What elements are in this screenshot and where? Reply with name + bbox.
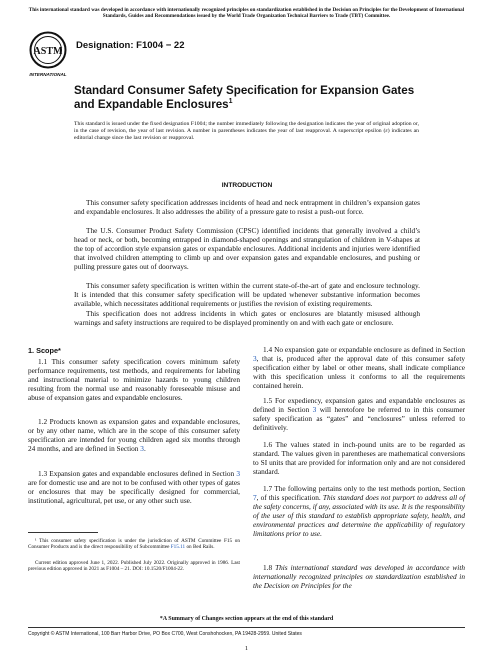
section-1-5-end: will heretofore be referred to in this consumer safety specification as “gates” and “enclosures” unless referred to definitively. bbox=[253, 404, 466, 432]
scope-heading: 1. Scope* bbox=[28, 346, 61, 355]
section-3-link[interactable]: 3 bbox=[140, 443, 144, 453]
logo-wordmark: ASTM bbox=[33, 46, 63, 57]
section-1-4 bbox=[253, 346, 465, 391]
title-text: Standard Consumer Safety Specification for Expansion Gates and Expandable Enclosures bbox=[74, 84, 415, 111]
intro-paragraph-4: This specification does not address incidents in which gates or enclosures are blatantly misused although warnings and safety instructions are required to be displayed prominently on and with each gate or enclosure. bbox=[74, 309, 420, 327]
footnote-1 bbox=[28, 538, 240, 551]
section-3-link[interactable]: 3 bbox=[236, 469, 241, 478]
logo-subtext: INTERNATIONAL bbox=[29, 72, 67, 77]
title-footnote-mark: 1 bbox=[228, 98, 233, 106]
document-title bbox=[74, 84, 419, 112]
footnote-1-text: ¹ This consumer safety specification is under the jurisdiction of ASTM Committee F15 on Consumer Products and is the direct responsibility of Subcommittee bbox=[28, 538, 240, 551]
section-1-2-end: . bbox=[143, 443, 146, 453]
section-1-8-number: 1.8 bbox=[263, 563, 273, 572]
summary-of-changes-note: *A Summary of Changes section appears at the end of this standard bbox=[159, 616, 334, 622]
section-1-5-text: 1.5 For expediency, expansion gates and expandable enclosures as defined in Section bbox=[253, 396, 465, 414]
section-1-1: 1.1 This consumer safety specification covers minimum safety performance requirements, test methods, and requirements for labeling and instructional material to minimize hazards to young children resulting from the normal use and reasonably foreseeable misuse and abuse of expansion gates and expandable enclosures. bbox=[28, 357, 240, 402]
section-1-7-text: 1.7 The following pertains only to the test methods portion, Section bbox=[263, 484, 465, 493]
intro-paragraph-1: This consumer safety specification addresses incidents of head and neck entrapment in children’s expansion gates and expandable enclosures. It also addresses the ability of a pressure gate to resist a push-out force. bbox=[74, 198, 420, 216]
section-1-3-end: are for domestic use and are not to be confused with other types of gates or enclosures that may be specifically designed for commercial, institutional, agricultural, pet use, or any other such use. bbox=[28, 477, 240, 505]
section-1-5 bbox=[253, 397, 465, 433]
section-1-7-disclaimer: This standard does not purport to address all of the safety concerns, if any, associated with its use. It is the responsibility of the user of this standard to establish appropriate safety, health, and environmental practices and determine the applicability of regulatory limitations prior to use. bbox=[253, 492, 465, 538]
astm-logo bbox=[28, 30, 68, 86]
footnote-1-end: on Bed Rails. bbox=[186, 544, 215, 551]
page-number: 1 bbox=[244, 645, 249, 652]
section-1-4-text: 1.4 No expansion gate or expandable enclosure as defined in Section bbox=[263, 345, 465, 354]
section-3-link[interactable]: 3 bbox=[253, 353, 257, 363]
section-1-6: 1.6 The values stated in inch-pound units are to be regarded as standard. The values given in parentheses are mathematical conversions to SI units that are provided for information only and are not considered standard. bbox=[253, 440, 465, 476]
designation: Designation: F1004 − 22 bbox=[76, 40, 185, 51]
introduction-heading: INTRODUCTION bbox=[221, 182, 273, 189]
section-1-8-text: This international standard was developed in accordance with internationally recognized principles on standardization established in the Decision on Principles for the bbox=[253, 563, 465, 590]
section-1-3-text: 1.3 Expansion gates and expandable enclosures defined in Section bbox=[38, 469, 235, 478]
footnote-divider bbox=[28, 532, 98, 533]
subcommittee-link[interactable]: F15.11 bbox=[170, 544, 186, 551]
standard-issuance-note: This standard is issued under the fixed designation F1004; the number immediately following the designation indicates the year of original adoption or, in the case of revision, the year of last revision. A number in parentheses indicates the year of last reapproval. A superscript epsilon (ε) indicates an editorial change since the last revision or reapproval. bbox=[74, 121, 419, 141]
copyright-line: Copyright © ASTM International, 100 Barr Harbor Drive, PO Box C700, West Conshohocken, PA 19428-2959. United States bbox=[28, 631, 302, 637]
section-7-link[interactable]: 7 bbox=[253, 492, 257, 502]
wto-notice: This international standard was developed in accordance with internationally recognized principles on standardization established in the Decision on Principles for the Development of International Standards, Guides and Recommendations issued by the World Trade Organization Technical Barriers to Trade (TBT) Committee. bbox=[28, 7, 465, 20]
intro-paragraph-2: The U.S. Consumer Product Safety Commission (CPSC) identified incidents that generally involved a child’s head or neck, or both, becoming entrapped in diamond-shaped openings and strangulation of children in V-shapes at the top of accordion style expansion gates or expandable enclosures. Additional incidents and injuries were identified that involved children attempting to climb up and over expansion gates and expandable enclosures, and pushing or pulling pressure gates out of doorways. bbox=[74, 226, 420, 271]
section-1-3 bbox=[28, 470, 240, 506]
footer-divider bbox=[28, 627, 465, 628]
intro-paragraph-3: This consumer safety specification is written within the current state-of-the-art of gate and enclosure technology. It is intended that this consumer safety specification will be updated whenever substantive information becomes available, which necessitates additional requirements or justifies the revision of existing requirements. bbox=[74, 281, 420, 308]
section-1-4-end: , that is, produced after the approval date of this consumer safety specification either by label or other means, shall indicate compliance with this specification unless it conforms to all the requirements contained herein. bbox=[253, 353, 465, 390]
section-1-8 bbox=[253, 564, 465, 591]
footnote-2: Current edition approved June 1, 2022. Published July 2022. Originally approved in 1986. Last previous edition approved in 2021 as F1004 – 21. DOI: 10.1520/F1004-22. bbox=[28, 560, 240, 573]
section-1-7-mid: , of this specification. bbox=[256, 492, 321, 502]
section-1-2-text: 1.2 Products known as expansion gates and expandable enclosures, or by any other name, which are in the scope of this consumer safety specification are intended for young children aged six months through 24 months, and are defined in Section bbox=[28, 417, 240, 453]
section-3-link[interactable]: 3 bbox=[312, 404, 317, 414]
section-1-2 bbox=[28, 418, 240, 454]
section-1-7 bbox=[253, 485, 465, 538]
